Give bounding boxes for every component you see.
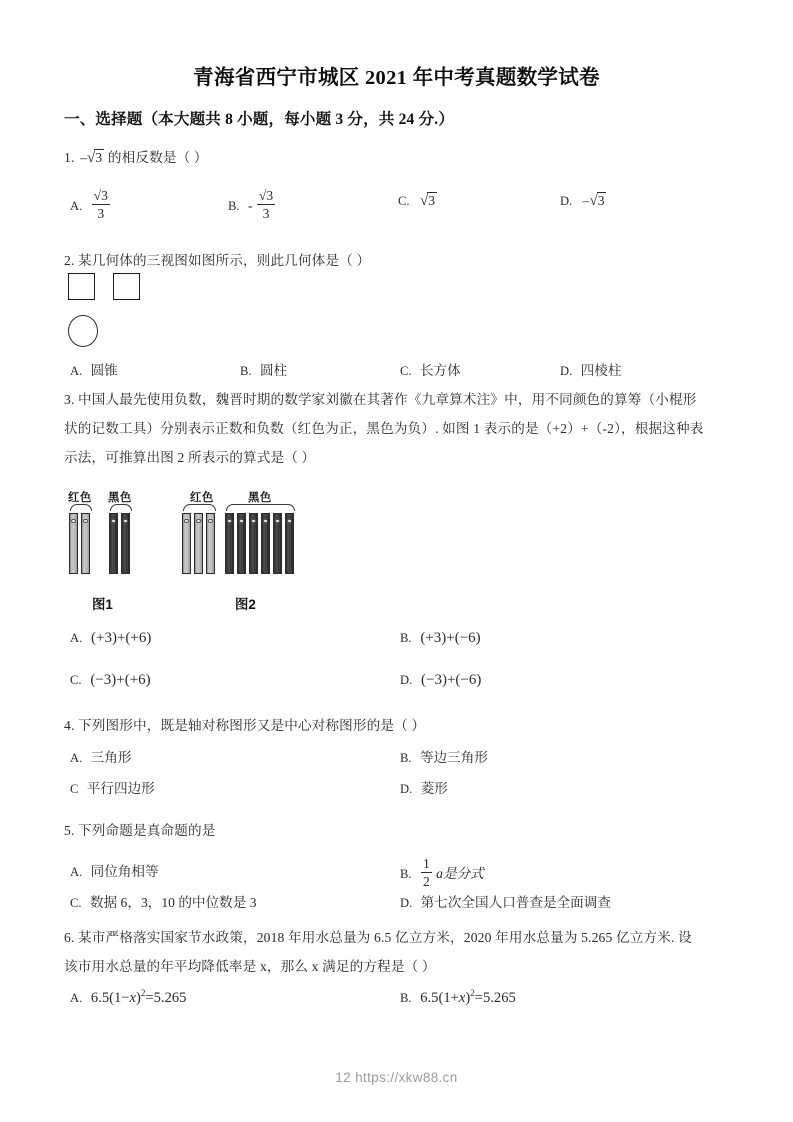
equation-post: ) <box>465 989 471 1006</box>
option-label: B. <box>400 631 412 645</box>
rod-light <box>81 513 90 574</box>
rod-dark <box>249 513 258 574</box>
question-5-option-c[interactable] <box>70 891 257 911</box>
question-5-stem: 5. 下列命题是真命题的是 <box>64 823 216 838</box>
equation-pre: 6.5(1+ <box>420 989 459 1006</box>
front-view-square <box>68 273 95 300</box>
rod-dot <box>71 519 75 523</box>
rod-dot <box>83 519 87 523</box>
question-2-option-a[interactable] <box>70 359 118 379</box>
fig1-black-brace <box>110 504 132 511</box>
minus-sign: - <box>247 197 253 213</box>
rod-dark <box>273 513 282 574</box>
question-3-stem-line-3: 示法，可推算出图 2 所表示的算式是（ ） <box>64 450 316 465</box>
question-3-option-c[interactable] <box>70 672 151 689</box>
denominator: 2 <box>422 874 430 890</box>
footer-watermark: 12 https://xkw88.cn <box>335 1070 458 1085</box>
option-label: C <box>70 782 79 796</box>
rod-dark <box>261 513 270 574</box>
option-label: C. <box>70 673 82 687</box>
fig2-black-rods <box>225 513 297 574</box>
option-label: C. <box>398 194 410 208</box>
question-6-option-a[interactable] <box>70 988 186 1007</box>
fig2-black-brace <box>226 504 295 511</box>
option-text: 同位角相等 <box>90 864 159 879</box>
sqrt-3: √3 <box>419 193 435 209</box>
question-3-option-a[interactable] <box>70 630 151 647</box>
rod-dot <box>251 519 255 523</box>
option-text: 长方体 <box>419 363 461 378</box>
denominator: 3 <box>97 206 105 222</box>
variable-x: x <box>129 989 137 1006</box>
section-heading: 一、选择题（本大题共 8 小题，每小题 3 分，共 24 分.） <box>64 111 455 128</box>
option-text: 等边三角形 <box>419 750 488 765</box>
question-3-stem-line-1: 3. 中国人最先使用负数，魏晋时期的数学家刘徽在其著作《九章算术注》中，用不同颜色的算筹（小棍形 <box>64 392 697 407</box>
rod-light <box>182 513 191 574</box>
option-label: A. <box>70 198 83 213</box>
rod-light <box>206 513 215 574</box>
question-2-option-b[interactable] <box>240 359 287 379</box>
option-text: 数据 6，3，10 的中位数是 3 <box>89 895 257 910</box>
option-label: B. <box>400 751 412 765</box>
question-5-option-a[interactable] <box>70 860 159 880</box>
question-1-stem-text: 的相反数是（ ） <box>107 150 208 165</box>
question-1-option-c[interactable] <box>398 193 437 210</box>
question-3-option-d[interactable] <box>400 672 481 689</box>
rod-dot <box>263 519 267 523</box>
question-3-option-b[interactable] <box>400 630 481 647</box>
rod-dot <box>227 519 231 523</box>
exponent: 2 <box>470 988 475 998</box>
option-text: 菱形 <box>420 781 448 796</box>
rod-dot <box>123 519 127 523</box>
option-label: A. <box>70 364 83 378</box>
page-title: 青海省西宁市城区 2021 年中考真题数学试卷 <box>193 67 600 89</box>
equation-pre: 6.5(1− <box>90 989 130 1006</box>
question-2-stem: 2. 某几何体的三视图如图所示，则此几何体是（ ） <box>64 253 371 268</box>
option-label: C. <box>400 364 412 378</box>
sqrt3-over-3: $\frac{√3}{3}$ <box>258 188 274 222</box>
negative-sqrt-3: –√3 <box>582 193 605 209</box>
equation-tail: =5.265 <box>145 989 187 1006</box>
fig2-red-rods <box>182 513 218 574</box>
rod-dot <box>287 519 291 523</box>
rod-dot <box>275 519 279 523</box>
question-4-stem: 4. 下列图形中，既是轴对称图形又是中心对称图形的是（ ） <box>64 718 426 733</box>
question-1-option-a[interactable] <box>70 188 111 221</box>
option-text: a是分式 <box>436 865 484 881</box>
one-half-fraction <box>421 856 432 889</box>
option-label: D. <box>560 194 573 208</box>
rod-dot <box>196 519 200 523</box>
option-label: A. <box>70 631 83 645</box>
option-label: D. <box>400 896 413 910</box>
option-label: D. <box>400 673 413 687</box>
option-label: D. <box>400 782 413 796</box>
fig2-red-label: 红色 <box>190 492 214 504</box>
option-text: 第七次全国人口普查是全面调查 <box>420 895 611 910</box>
option-label: B. <box>228 198 240 213</box>
question-4-option-a[interactable] <box>70 746 131 766</box>
option-text: 圆锥 <box>90 363 118 378</box>
numerator: 1 <box>421 856 432 873</box>
option-text: 四棱柱 <box>580 363 622 378</box>
rod-dot <box>208 519 212 523</box>
rod-dark <box>237 513 246 574</box>
question-2-option-d[interactable] <box>560 359 621 379</box>
fig1-black-rods <box>109 513 133 574</box>
question-5-option-d[interactable] <box>400 891 611 911</box>
question-2-option-c[interactable] <box>400 359 461 379</box>
question-6-stem-line-1: 6. 某市严格落实国家节水政策，2018 年用水总量为 6.5 亿立方米，2020 年用水总量为 5.265 亿立方米. 设 <box>64 930 692 945</box>
question-5-option-b[interactable] <box>400 856 484 889</box>
option-text: (−3)+(+6) <box>90 672 151 688</box>
fig1-red-rods <box>69 513 93 574</box>
side-view-square <box>113 273 140 300</box>
fig2-red-brace <box>183 504 216 511</box>
fig2-black-label: 黑色 <box>248 492 272 504</box>
option-text: (+3)+(+6) <box>91 630 152 646</box>
question-1-number: 1. <box>64 150 75 165</box>
question-3-stem-line-2: 状的记数工具）分别表示正数和负数（红色为正，黑色为负）. 如图 1 表示的是（+2）+（-2），根据这种表 <box>64 421 704 436</box>
question-1-stem <box>64 145 208 171</box>
fig1-black-label: 黑色 <box>108 492 132 504</box>
fig1-red-brace <box>70 504 92 511</box>
option-text: 三角形 <box>90 750 132 765</box>
option-label: C. <box>70 896 82 910</box>
variable-x: x <box>458 989 466 1006</box>
top-view-circle <box>68 315 98 347</box>
option-label: B. <box>400 866 412 881</box>
equation-post: ) <box>136 989 141 1006</box>
question-6-option-b[interactable] <box>400 988 516 1007</box>
question-4-option-c[interactable] <box>70 777 155 797</box>
rod-dark <box>121 513 130 574</box>
option-label: A. <box>70 865 83 879</box>
option-label: B. <box>240 364 252 378</box>
negative-sqrt-3-inline: –√3 <box>80 150 103 166</box>
rod-dot <box>239 519 243 523</box>
option-text: 圆柱 <box>259 363 288 378</box>
rod-dark <box>225 513 234 574</box>
question-4-option-b[interactable] <box>400 746 488 766</box>
option-label: B. <box>400 990 412 1005</box>
figure-1-caption: 图1 <box>92 597 113 612</box>
option-label: A. <box>70 990 83 1005</box>
rod-dark <box>285 513 294 574</box>
rod-light <box>69 513 78 574</box>
option-text: (−3)+(−6) <box>421 672 482 688</box>
option-text: 平行四边形 <box>86 781 155 796</box>
option-label: D. <box>560 364 573 378</box>
fig1-red-label: 红色 <box>68 492 92 504</box>
sqrt3-over-3: $\frac{√3}{3}$ <box>93 188 108 222</box>
figure-2-caption: 图2 <box>235 597 256 612</box>
question-4-option-d[interactable] <box>400 777 448 797</box>
question-6-stem-line-2: 该市用水总量的年平均降低率是 x，那么 x 满足的方程是（ ） <box>64 959 436 974</box>
rod-light <box>194 513 203 574</box>
exponent: 2 <box>140 988 146 998</box>
option-text: (+3)+(−6) <box>420 630 481 646</box>
equation-tail: =5.265 <box>474 989 516 1006</box>
rod-dot <box>111 519 115 523</box>
question-1-option-b[interactable] <box>228 188 276 221</box>
option-label: A. <box>70 751 83 765</box>
question-1-option-d[interactable] <box>560 193 606 210</box>
rod-dark <box>109 513 118 574</box>
denominator: 3 <box>262 206 270 222</box>
rod-dot <box>184 519 188 523</box>
